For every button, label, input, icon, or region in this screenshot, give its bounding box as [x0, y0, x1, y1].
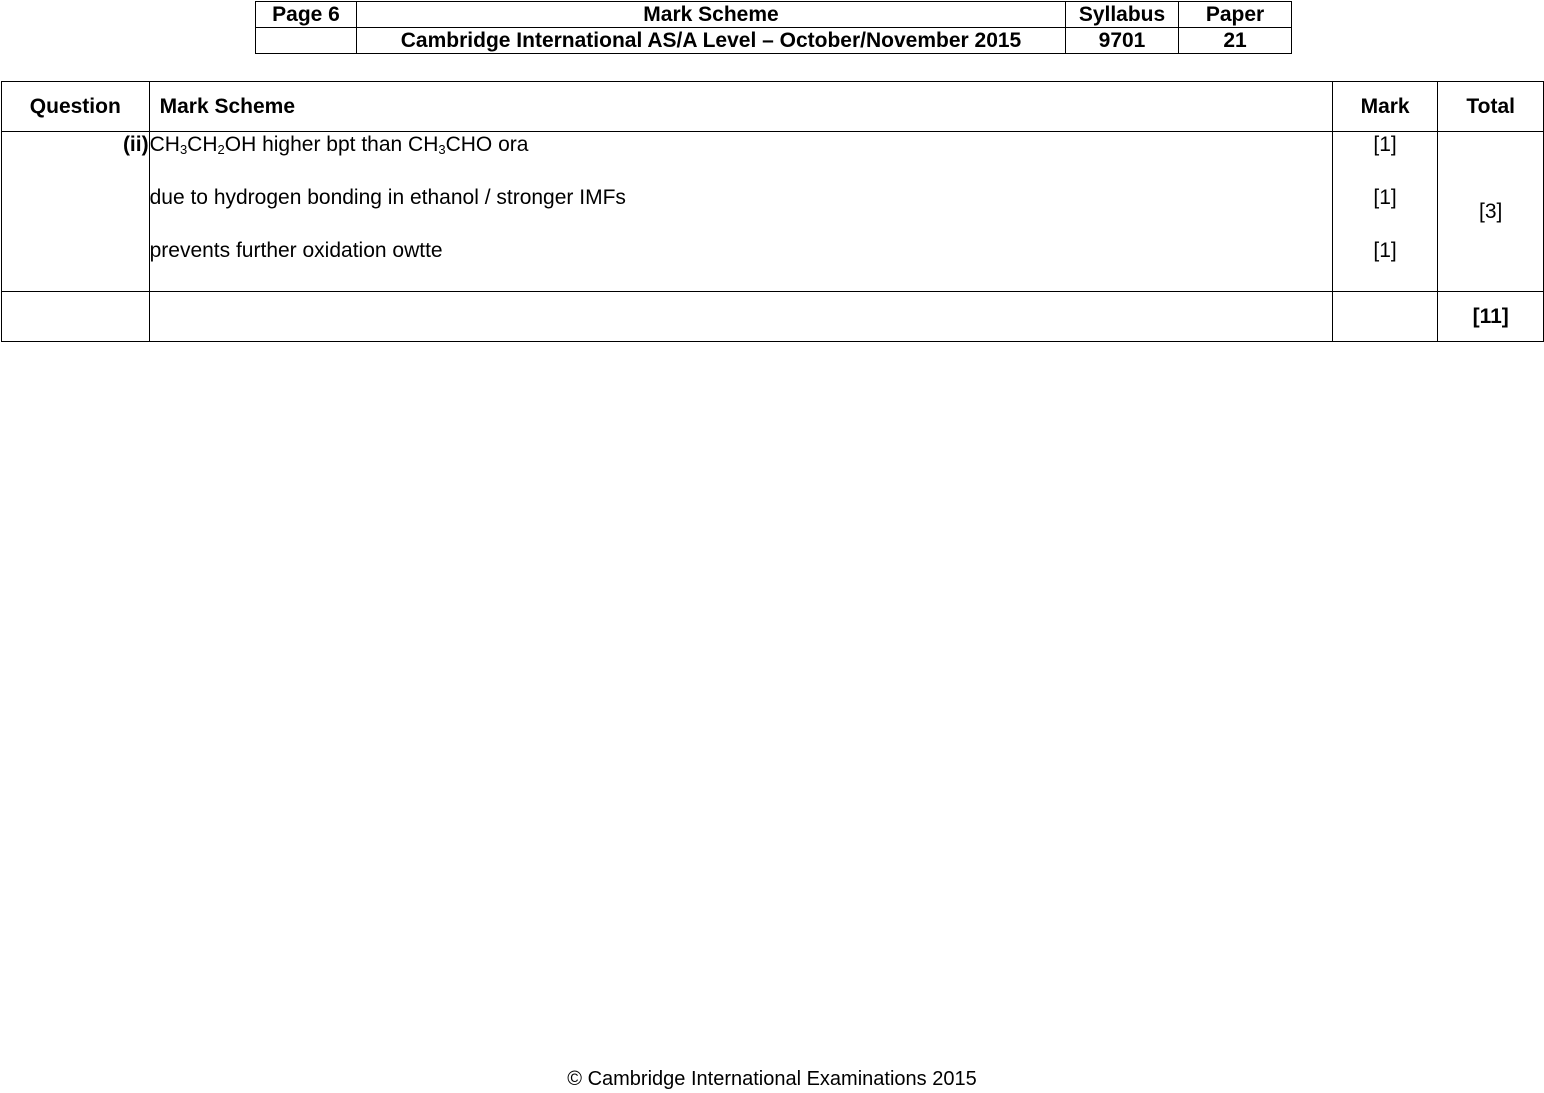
subscript: 3 [438, 142, 446, 157]
paper-value: 21 [1179, 28, 1292, 54]
blank-cell [256, 28, 357, 54]
table-header-row [2, 82, 1544, 132]
question-total: [3] [1438, 132, 1544, 292]
grand-total: [11] [1438, 292, 1544, 342]
syllabus-label: Syllabus [1066, 2, 1179, 28]
mark-value: [1] [1373, 133, 1397, 156]
exam-subtitle: Cambridge International AS/A Level – October/November 2015 [357, 28, 1066, 54]
page-header-table [255, 1, 1292, 54]
syllabus-value: 9701 [1066, 28, 1179, 54]
document-title: Mark Scheme [357, 2, 1066, 28]
mark-point-3: prevents further oxidation owtte [149, 239, 443, 262]
question-row [2, 132, 1544, 292]
mark-scheme-points [149, 132, 1332, 292]
subscript: 2 [217, 142, 225, 157]
column-header-mark-scheme: Mark Scheme [149, 82, 1332, 132]
mark-point-2: due to hydrogen bonding in ethanol / stronger IMFs [149, 186, 626, 209]
paper-label: Paper [1179, 2, 1292, 28]
copyright-footer: © Cambridge International Examinations 2015 [567, 1068, 977, 1090]
question-label: (ii) [2, 132, 150, 292]
blank-cell [149, 292, 1332, 342]
marks-column [1332, 132, 1438, 292]
mark-scheme-table [1, 81, 1544, 342]
mark-value: [1] [1373, 239, 1397, 262]
column-header-total: Total [1438, 82, 1544, 132]
page-number: Page 6 [256, 2, 357, 28]
column-header-question: Question [2, 82, 150, 132]
blank-cell [1332, 292, 1438, 342]
grand-total-row [2, 292, 1544, 342]
blank-cell [2, 292, 150, 342]
mark-value: [1] [1373, 186, 1397, 209]
column-header-mark: Mark [1332, 82, 1438, 132]
mark-point-1: $CH_3CH_2OH$ higher bpt than $CH_3CHO$ ora [149, 133, 529, 157]
subscript: 3 [179, 142, 188, 157]
